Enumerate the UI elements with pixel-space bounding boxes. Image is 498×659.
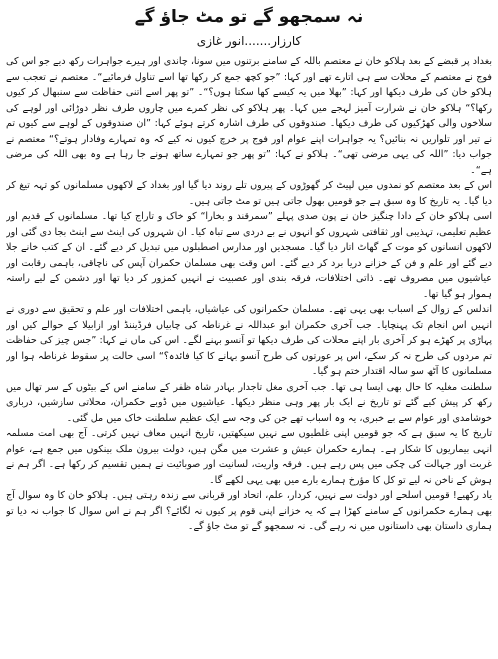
paragraph: اسی ہلاکو خان کے دادا چنگیز خان نے پون صدی پہلے ”سمرقند و بخارا“ کو خاک و تاراج کیا تھا۔ مسلمانوں کے قدیم اور عظیم تعلیمی، تہذیبی اور ثقافتی شہروں کو انہوں نے بے دردی سے تباہ کیا۔ ان شہروں کی اینٹ سے اینٹ بجا دی گئی اور لاکھوں انسانوں کو موت کے گھاٹ اتار دیا گیا۔ مسجدیں اور مدارس اصطبلوں میں تبدیل کر دیے گئے۔ ان کے کتب خانے جلا دیے گئے اور علم و فن کے خزانے دریا برد کر دیے گئے۔ اس وقت بھی مسلمان حکمران آپس کی ناچاقی، باہمی رقابت اور عیاشیوں میں مصروف تھے۔ ذاتی اختلافات، فرقہ بندی اور عصبیت نے انہیں کمزور کر دیا تھا اور دشمن کے لیے راستہ ہموار ہو گیا تھا۔ [6, 211, 492, 300]
paragraph: اندلس کے زوال کے اسباب بھی یہی تھے۔ مسلمان حکمرانوں کی عیاشیاں، باہمی اختلافات اور علم و تحقیق سے دوری نے انہیں اس انجام تک پہنچایا۔ جب آخری حکمران ابو عبداللہ نے غرناطہ کی چابیاں فرڈیننڈ اور ازابیلا کے حوالے کیں اور پہاڑی پر کھڑے ہو کر آخری بار اپنے محلات کی طرف دیکھا تو آنسو بہنے لگے۔ اس کی ماں نے کہا: ”جس چیز کی حفاظت تم مردوں کی طرح نہ کر سکے، اس پر عورتوں کی طرح آنسو بہانے کا کیا فائدہ؟“ اسی حالت پر سقوط غرناطہ ہوا اور مسلمانوں کا آٹھ سو سالہ اقتدار ختم ہو گیا۔ [6, 304, 492, 377]
paragraph: بغداد پر قبضے کے بعد ہلاکو خان نے معتصم باللہ کے سامنے برتنوں میں سونا، چاندی اور ہیرے جواہرات رکھ دیے جو اس کی فوج نے معتصم کے محلات سے ہی اتارے تھے اور کہا: ”جو کچھ جمع کر رکھا تھا اسے تناول فرمائیے“۔ معتصم نے تعجب سے ہلاکو خان کی طرف دیکھا اور کہا: ”بھلا میں یہ کیسے کھا سکتا ہوں؟“۔ ”تو پھر اسے اتنی حفاظت سے سنبھال کر کیوں رکھا؟“ ہلاکو خان نے شرارت آمیز لہجے میں کہا۔ پھر ہلاکو کی نظر کمرے میں چاروں طرف نظر دوڑائی اور لوہے کی سلاخوں والی کھڑکیوں کی طرف دیکھا۔ صندوقوں کی طرف اشارہ کرتے ہوئے کہا: ”ان صندوقوں کے لوہے سے کیوں تم نے تیر اور تلواریں نہ بنائیں؟ یہ جواہرات اپنے عوام اور فوج پر خرچ کیوں نہ کیے کہ وہ تمہارے وفادار ہوتے؟“ معتصم نے جواب دیا: ”اللہ کی یہی مرضی تھی“۔ ہلاکو نے کہا: ”تو پھر جو تمہارے ساتھ ہونے جا رہا ہے وہ بھی اللہ کی مرضی ہے“۔ [6, 56, 492, 176]
column-byline: کارزار.......انور غازی [196, 34, 302, 48]
paragraph: سلطنت مغلیہ کا حال بھی ایسا ہی تھا۔ جب آخری مغل تاجدار بہادر شاہ ظفر کے سامنے اس کے بیٹوں کے سر تھال میں رکھ کر پیش کیے گئے تو تاریخ نے ایک بار پھر وہی منظر دیکھا۔ عیاشیوں میں ڈوبے حکمران، محلاتی سازشیں، درباری خوشامدی اور عوام سے بے خبری، یہ وہ اسباب تھے جن کی وجہ سے ایک عظیم سلطنت خاک میں مل گئی۔ [6, 381, 492, 424]
paragraph: اس کے بعد معتصم کو نمدوں میں لپیٹ کر گھوڑوں کے پیروں تلے روند دیا گیا اور بغداد کے لاکھوں مسلمانوں کو تہہ تیغ کر دیا گیا۔ یہ تاریخ کا وہ سبق ہے جو قومیں بھول جاتی ہیں تو مٹ جاتی ہیں۔ [6, 180, 492, 207]
column-title: نہ سمجھو گے تو مٹ جاؤ گے [134, 7, 364, 27]
paragraph: یاد رکھیے! قومیں اسلحے اور دولت سے نہیں، کردار، علم، اتحاد اور قربانی سے زندہ رہتی ہیں۔ ہلاکو خان کا وہ سوال آج بھی ہمارے حکمرانوں کے سامنے کھڑا ہے کہ یہ خزانے اپنی قوم پر کیوں نہ لگائے؟ اگر ہم نے اس سوال کا جواب نہ دیا تو ہماری داستان بھی داستانوں میں نہ رہے گی۔ نہ سمجھو گے تو مٹ جاؤ گے۔ [6, 490, 492, 532]
column-body [6, 54, 492, 654]
paragraph: تاریخ کا یہ سبق ہے کہ جو قومیں اپنی غلطیوں سے نہیں سیکھتیں، تاریخ انہیں معاف نہیں کرتی۔ آج بھی امت مسلمہ انہی بیماریوں کا شکار ہے۔ ہمارے حکمران عیش و عشرت میں مگن ہیں، دولت بیرون ملک بینکوں میں جمع ہے، عوام غربت اور جہالت کی چکی میں پس رہے ہیں۔ فرقہ واریت، لسانیت اور صوبائیت نے ہمیں تقسیم کر رکھا ہے۔ اگر ہم نے ہوش کے ناخن نہ لیے تو کل کا مؤرخ ہمارے بارے میں بھی یہی لکھے گا۔ [6, 428, 492, 486]
